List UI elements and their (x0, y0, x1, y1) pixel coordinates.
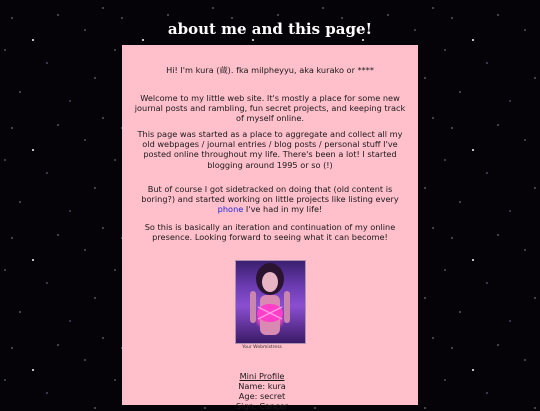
photo-caption: Your Webmistress (242, 345, 282, 350)
profile-age: Age: secret (238, 391, 286, 401)
mini-profile-heading: Mini Profile (239, 371, 285, 381)
welcome-paragraph: Welcome to my little web site. It's mostly a place for some new journal posts and rambling, fun secret projects, and keeping track of myself online. (134, 93, 406, 124)
iteration-paragraph: So this is basically an iteration and continuation of my online presence. Looking forward to seeing what it can become! (144, 222, 396, 243)
photo-illustration (236, 261, 305, 343)
history-paragraph: This page was started as a place to aggregate and collect all my old webpages / journal entries / blog posts / personal stuff I've posted online throughout my life. There's been a lot! I started blogging around 1995 or so (!) (137, 129, 403, 170)
webmistress-photo (235, 260, 306, 344)
sidetrack-paragraph (134, 184, 406, 215)
sidetrack-text-before: But of course I got sidetracked on doing that (old content is boring?) and started working on little projects like listing every (141, 184, 399, 205)
sidetrack-text-after: I've had in my life! (243, 204, 323, 215)
phone-link[interactable]: phone (217, 204, 244, 215)
intro-text: Hi! I'm kura (蔵). fka milpheyyu, aka kurako or **** (166, 65, 374, 75)
content-panel (122, 45, 418, 411)
page-title: about me and this page! (167, 20, 373, 38)
profile-name: Name: kura (238, 381, 286, 391)
profile-sign: Sign: Cancer (235, 401, 289, 411)
